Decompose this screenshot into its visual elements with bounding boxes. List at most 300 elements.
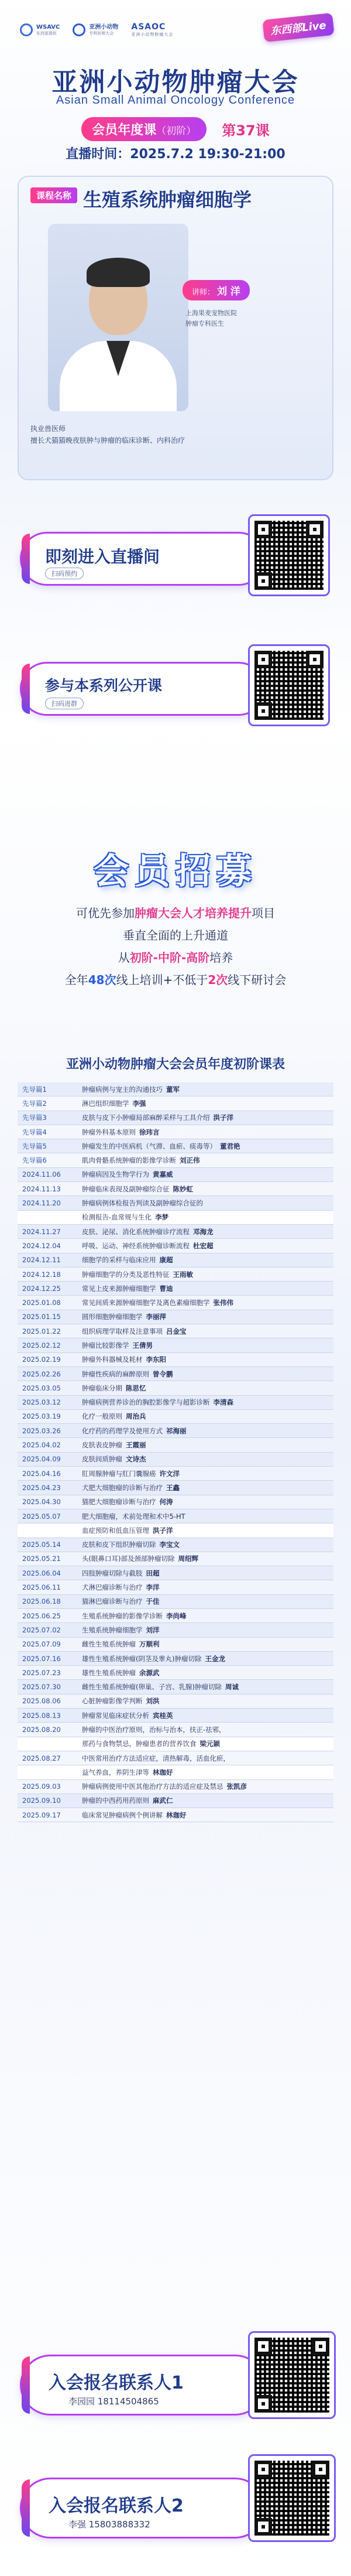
- row-date: 2025.06.18: [22, 1597, 61, 1606]
- row-topic: [82, 1469, 333, 1478]
- topic-text: 头(眼鼻口耳)部及颈部肿瘤切除: [82, 1555, 175, 1563]
- row-speaker: 李强: [132, 1099, 146, 1108]
- row-date: 2025.07.09: [22, 1640, 61, 1649]
- row-topic: [82, 1241, 333, 1251]
- topic-text: 化疗药的药理学及使用方式: [82, 1426, 163, 1435]
- table-row: [18, 1595, 333, 1609]
- row-date: 2025.04.02: [22, 1441, 61, 1450]
- row-date: 2025.01.08: [22, 1299, 61, 1307]
- row-topic: [82, 1184, 333, 1194]
- row-date: 2025.02.19: [22, 1355, 61, 1364]
- contact-pill[interactable]: [20, 2355, 266, 2416]
- row-topic: [82, 1768, 333, 1777]
- row-topic: [82, 1170, 333, 1179]
- row-speaker: 李尚峰: [166, 1611, 187, 1620]
- topic-text: 肿瘤的中医治疗原则，治标与治本，扶正-祛邪，: [82, 1726, 226, 1734]
- topic-text: 肿瘤病例使用中医其他治疗方法的适应症及禁忌: [82, 1782, 223, 1791]
- row-topic: [82, 1128, 333, 1137]
- row-speaker: 许文洋: [159, 1469, 180, 1478]
- topic-text: 肿瘤性疾病的麻醉原则: [82, 1369, 149, 1378]
- table-row: [18, 1296, 333, 1310]
- row-speaker: 曾令鹏: [153, 1369, 173, 1378]
- recruit-highlight: 肿瘤大会人才培养提升: [135, 906, 252, 920]
- table-row: [18, 1709, 333, 1723]
- table-row: [18, 1196, 333, 1210]
- row-topic: [82, 1270, 333, 1279]
- topic-text: 肿瘤临床表现及副肿瘤综合征: [82, 1184, 170, 1193]
- row-topic: [82, 1682, 333, 1692]
- table-row: [18, 1225, 333, 1239]
- enter-live-label: 即刻进入直播间: [45, 547, 160, 566]
- row-date: 2025.05.21: [22, 1555, 61, 1563]
- recruit-highlight: 初阶-中阶-高阶: [129, 951, 210, 965]
- row-date: 先导篇3: [22, 1113, 47, 1122]
- row-speaker: 张伟伟: [213, 1299, 233, 1307]
- table-row: [18, 1353, 333, 1367]
- contact-label: 入会报名联系人1: [49, 2373, 184, 2393]
- row-speaker: 刘洋: [146, 1625, 160, 1634]
- topic-text: 皮肤间质肿瘤: [82, 1455, 122, 1464]
- broadcast-value: 2025.7.2 19:30-21:00: [130, 147, 285, 162]
- row-speaker: 文诗杰: [126, 1455, 146, 1464]
- logo-bar: [20, 16, 333, 43]
- row-topic: [82, 1085, 333, 1094]
- row-speaker: 王霞丽: [126, 1441, 146, 1450]
- row-topic: [82, 1782, 333, 1791]
- table-row: [18, 1410, 333, 1424]
- row-speaker: 李洋: [146, 1583, 160, 1592]
- row-topic: [82, 1355, 333, 1364]
- topic-text: 雄性生殖系统肿瘤(阴茎及睾丸)肿瘤切除: [82, 1654, 202, 1663]
- table-row: [18, 1125, 333, 1139]
- table-row: [18, 1680, 333, 1694]
- cta-series[interactable]: [20, 644, 330, 732]
- recruit-highlight: 2次: [208, 973, 228, 987]
- logo-name: ASAOC: [131, 22, 166, 32]
- row-speaker: 李东阳: [146, 1355, 166, 1364]
- row-speaker: 何涛: [159, 1498, 173, 1506]
- row-speaker: 麻武仁: [153, 1796, 173, 1805]
- row-speaker: 黄嘉威: [153, 1170, 173, 1179]
- topic-text: 那药与食物禁忌，肿瘤患者的营养饮食: [82, 1740, 197, 1748]
- row-topic: [82, 1454, 333, 1464]
- topic-text: 犬肥大细胞瘤的诊断与治疗: [82, 1483, 163, 1492]
- topic-text: 益气养血，养阴生津等: [82, 1768, 149, 1776]
- row-speaker: 张凯彦: [226, 1782, 247, 1791]
- row-topic: [82, 1212, 333, 1222]
- row-topic: [82, 1156, 333, 1165]
- recruit-text: [0, 902, 351, 991]
- table-row: [18, 1096, 333, 1111]
- row-date: 2024.12.04: [22, 1241, 61, 1250]
- row-speaker: 梁元颖: [199, 1740, 220, 1748]
- row-date: 先导篇6: [22, 1156, 47, 1165]
- lecturer-photo: [48, 224, 188, 411]
- bio-line: 执业兽医师: [30, 425, 66, 433]
- table-row: [18, 1139, 333, 1153]
- row-topic: [82, 1654, 333, 1663]
- scan-hint: 扫码预约: [45, 568, 84, 579]
- row-topic: [82, 1696, 333, 1706]
- table-row: [18, 1396, 333, 1410]
- topic-text: 细胞学的采样与临床应用: [82, 1256, 156, 1265]
- row-speaker: 周治兵: [126, 1412, 146, 1421]
- row-date: 2025.07.02: [22, 1625, 61, 1634]
- table-row: [18, 1111, 333, 1125]
- row-speaker: 吕金宝: [166, 1327, 187, 1335]
- row-date: 2025.01.22: [22, 1327, 61, 1335]
- row-date: 2025.04.16: [22, 1469, 61, 1478]
- table-row: [18, 1182, 333, 1196]
- row-topic: [82, 1512, 333, 1521]
- row-speaker: 王雨敏: [173, 1270, 193, 1279]
- topic-text: 肿瘤临床分期: [82, 1383, 122, 1392]
- table-row: [18, 1168, 333, 1182]
- row-topic: [82, 1327, 333, 1336]
- cta-live[interactable]: [20, 514, 330, 602]
- topic-text: 化疗一般原则: [82, 1412, 122, 1421]
- topic-text: 肌肉骨骼系统肿瘤的影像学诊断: [82, 1156, 176, 1165]
- row-date: 2025.03.05: [22, 1383, 61, 1392]
- topic-text: 雌性生殖系统肿瘤: [82, 1640, 136, 1649]
- schedule-title: 亚洲小动物肿瘤大会会员年度初阶课表: [66, 1057, 285, 1072]
- row-speaker: 余源武: [139, 1668, 160, 1677]
- bio-line: 擅长犬猫猫晚夜肤肿与肿瘤的临床诊断、内科治疗: [30, 436, 185, 445]
- row-speaker: 洪子洋: [153, 1526, 173, 1535]
- table-row: [18, 1082, 333, 1096]
- topic-text: 猫淋巴瘤诊断与治疗: [82, 1597, 143, 1606]
- table-row: [18, 1253, 333, 1267]
- row-topic: [82, 1099, 333, 1108]
- row-topic: [82, 1739, 333, 1748]
- row-speaker: 董军: [166, 1085, 180, 1094]
- row-topic: [82, 1198, 333, 1208]
- table-row: [18, 1523, 333, 1538]
- row-speaker: 万顺利: [139, 1640, 160, 1649]
- row-speaker: 林珈好: [166, 1810, 187, 1819]
- row-date: 2025.06.04: [22, 1569, 61, 1577]
- row-topic: [82, 1639, 333, 1649]
- table-row: [18, 1367, 333, 1381]
- table-row: [18, 1794, 333, 1808]
- topic-text: 生殖系统肿瘤细胞学: [82, 1625, 143, 1634]
- topic-text: 肿瘤的中西药用药原则: [82, 1796, 149, 1805]
- english-subtitle: Asian Small Animal Oncology Conference: [56, 94, 295, 107]
- table-row: [18, 1467, 333, 1481]
- topic-text: 肿瘤细胞学的分类及恶性特征: [82, 1270, 170, 1279]
- row-speaker: 田超: [146, 1569, 160, 1577]
- topic-text: 中医常用治疗方法适应症，清热解毒，活血化瘀，: [82, 1754, 230, 1762]
- row-date: 2025.02.12: [22, 1341, 61, 1350]
- row-speaker: 曹迪: [159, 1284, 173, 1293]
- row-topic: [82, 1383, 333, 1393]
- topic-text: 常见间质来源肿瘤细胞学及离色素瘤细胞学: [82, 1299, 210, 1307]
- row-speaker: 陈思忆: [126, 1383, 146, 1392]
- row-date: 2025.04.30: [22, 1498, 61, 1506]
- topic-text: 肿瘤比较影像学: [82, 1341, 129, 1350]
- table-row: [18, 1694, 333, 1709]
- course-tag: 课程名称: [30, 187, 77, 203]
- row-speaker: 王倩男: [132, 1341, 153, 1350]
- contact-card-1[interactable]: [20, 2331, 336, 2431]
- row-date: 2024.12.11: [22, 1256, 61, 1265]
- topic-text: 肿瘤病例与宠主的沟通技巧: [82, 1085, 163, 1094]
- row-topic: [82, 1483, 333, 1492]
- row-date: 2025.09.17: [22, 1810, 61, 1819]
- row-topic: [82, 1298, 333, 1307]
- row-topic: [82, 1754, 333, 1763]
- row-date: 2025.08.20: [22, 1726, 61, 1734]
- row-speaker: 林珈好: [153, 1768, 173, 1776]
- table-row: [18, 1609, 333, 1623]
- row-date: 2025.09.10: [22, 1796, 61, 1805]
- row-speaker: 李清森: [213, 1398, 233, 1407]
- table-row: [18, 1424, 333, 1438]
- row-date: 2025.07.23: [22, 1668, 61, 1677]
- member-level: （初阶）: [156, 125, 197, 137]
- table-row: [18, 1552, 333, 1566]
- topic-text: 犬淋巴瘤诊断与治疗: [82, 1583, 143, 1592]
- topic-text: 肿瘤病例体检报告判读及副肿瘤综合征的: [82, 1199, 203, 1208]
- recruit-text-part: 全年: [64, 973, 88, 987]
- recruit-line: 垂直全面的上升通道: [123, 928, 228, 942]
- row-date: 2025.03.19: [22, 1412, 61, 1421]
- contact-phone: 李园园 18114504865: [68, 2396, 159, 2407]
- row-topic: [82, 1255, 333, 1265]
- wsavc-logo-icon: [20, 23, 33, 36]
- topic-text: 肥大细胞瘤，术前处理和术中5-HT: [82, 1512, 185, 1521]
- row-topic: [82, 1597, 333, 1606]
- table-row: [18, 1623, 333, 1637]
- row-speaker: 刘正伟: [180, 1156, 200, 1165]
- topic-text: 猫肥大细胞瘤诊断与治疗: [82, 1498, 156, 1506]
- row-date: 2024.11.13: [22, 1184, 61, 1193]
- topic-text: 心脏肿瘤影像学判断: [82, 1697, 143, 1706]
- contact-qr-code-icon[interactable]: [248, 2331, 336, 2419]
- row-date: 2025.08.27: [22, 1754, 61, 1762]
- table-row: [18, 1495, 333, 1509]
- topic-text: 肿瘤病例营养诊治的胸腔影像学与超影诊断: [82, 1398, 210, 1407]
- row-date: 2025.03.12: [22, 1398, 61, 1407]
- row-speaker: 周诚: [225, 1683, 239, 1692]
- join-series-label: 参与本系列公开课: [45, 677, 163, 694]
- recruit-title: 会员招募: [94, 851, 257, 892]
- row-topic: [82, 1440, 333, 1450]
- table-row: [18, 1780, 333, 1794]
- table-row: [18, 1666, 333, 1680]
- contact-card-2[interactable]: [20, 2454, 336, 2554]
- row-date: 先导篇1: [22, 1085, 47, 1094]
- row-speaker: 王金龙: [205, 1654, 225, 1663]
- row-date: 2025.05.07: [22, 1512, 61, 1521]
- table-row: [18, 1723, 333, 1737]
- logo-name: WSAVC: [36, 23, 60, 30]
- row-speaker: 祁海丽: [166, 1426, 187, 1435]
- live-badge: 东西部Live: [263, 13, 335, 42]
- live-qr-code-icon[interactable]: [248, 514, 330, 596]
- row-topic: [82, 1113, 333, 1122]
- table-row: [18, 1239, 333, 1253]
- table-row: [18, 1509, 333, 1523]
- logo-wsavc: [20, 23, 60, 36]
- row-date: 先导篇5: [22, 1142, 47, 1150]
- table-row: [18, 1638, 333, 1652]
- table-row: [18, 1381, 333, 1395]
- table-row: [18, 1737, 333, 1751]
- row-date: 2025.02.26: [22, 1369, 61, 1378]
- table-row: [18, 1453, 333, 1467]
- topic-text: 圆形细胞肿瘤细胞学: [82, 1313, 143, 1321]
- member-pill: [81, 117, 207, 141]
- table-row: [18, 1580, 333, 1594]
- topic-text: 肿瘤发生的中医病机（气滞、血瘀、痰毒等）: [82, 1142, 216, 1150]
- contact-pill[interactable]: [20, 2478, 266, 2539]
- table-row: [18, 1310, 333, 1324]
- row-date: 2024.11.27: [22, 1227, 61, 1236]
- row-date: 2025.04.23: [22, 1483, 61, 1492]
- row-speaker: 李宝文: [159, 1540, 180, 1549]
- row-topic: [82, 1668, 333, 1678]
- row-date: 2025.08.06: [22, 1697, 61, 1706]
- asac-logo-icon: [73, 23, 85, 36]
- lecturer-name: 刘 洋: [217, 286, 240, 298]
- topic-text: 皮肤、泌尿、消化系统肿瘤诊疗流程: [82, 1227, 190, 1236]
- row-speaker: 徐玮言: [139, 1128, 160, 1136]
- row-topic: [82, 1412, 333, 1421]
- table-row: [18, 1566, 333, 1580]
- topic-text: 皮肤与皮下小肿瘤局部麻醉采样与工具介绍: [82, 1113, 210, 1122]
- lecturer-prefix: 讲师：: [192, 288, 215, 297]
- page-title: 亚洲小动物肿瘤大会: [51, 67, 300, 97]
- row-date: 先导篇2: [22, 1099, 47, 1108]
- row-speaker: 周绍辉: [178, 1555, 198, 1563]
- course-card: [18, 176, 333, 480]
- recruit-text-part: 线上培训+不低于: [116, 973, 208, 987]
- row-speaker: 王鑫: [166, 1483, 180, 1492]
- schedule-table: [18, 1082, 333, 1822]
- row-date: 2025.03.26: [22, 1426, 61, 1435]
- topic-text: 皮肤和皮下组织肿瘤切除: [82, 1540, 156, 1549]
- topic-text: 皮肤表皮肿瘤: [82, 1441, 122, 1450]
- table-row: [18, 1211, 333, 1225]
- contact-phone: 李强 15803888332: [68, 2519, 150, 2530]
- row-date: 2025.06.25: [22, 1611, 61, 1620]
- row-date: 2025.01.15: [22, 1313, 61, 1321]
- recruit-text-part: 可优先参加: [76, 906, 135, 920]
- scan-hint: 扫码进群: [45, 698, 84, 709]
- row-date: 2025.07.16: [22, 1654, 61, 1663]
- topic-text: 肿瘤病因及生物学行为: [82, 1170, 149, 1179]
- table-row: [18, 1282, 333, 1296]
- row-topic: [82, 1725, 333, 1734]
- table-row: [18, 1438, 333, 1452]
- row-speaker: 康超: [159, 1256, 173, 1265]
- contact-label: 入会报名联系人2: [49, 2496, 184, 2516]
- topic-text: 常见上皮来源肿瘤细胞学: [82, 1284, 156, 1293]
- lecturer-hospital: 上海果麦宠物医院: [185, 309, 237, 317]
- table-row: [18, 1652, 333, 1666]
- row-speaker: 洪子洋: [213, 1113, 233, 1122]
- lecturer-department: 肿瘤专科医生: [185, 319, 224, 327]
- row-speaker: 邓海龙: [193, 1227, 214, 1236]
- topic-text: 血症预防和低血压管理: [82, 1526, 149, 1535]
- table-row: [18, 1481, 333, 1495]
- logo-name: 亚洲小动物: [89, 23, 119, 30]
- row-speaker: 宾桂英: [153, 1711, 173, 1720]
- topic-text: 淋巴组织细胞学: [82, 1099, 129, 1108]
- join-series-button[interactable]: [20, 662, 266, 716]
- row-speaker: 刘洪: [146, 1697, 160, 1706]
- topic-text: 呼吸、运动、神经系统肿瘤诊断流程: [82, 1241, 190, 1250]
- row-speaker: 于佳: [146, 1597, 160, 1606]
- broadcast-label: 直播时间：: [66, 147, 130, 162]
- table-row: [18, 1765, 333, 1779]
- recruit-text-part: 线下研讨会: [228, 973, 287, 987]
- topic-text: 肛周腺肿瘤与肛门囊腺癌: [82, 1469, 156, 1478]
- row-date: 2024.11.20: [22, 1199, 61, 1208]
- topic-text: 组织病理学取样及注意事项: [82, 1327, 163, 1335]
- contact-qr-code-icon[interactable]: [248, 2454, 336, 2542]
- row-topic: [82, 1369, 333, 1379]
- logo-sub: 东西部兽医: [36, 30, 57, 36]
- row-date: 2025.08.13: [22, 1711, 61, 1720]
- member-label: 会员年度课: [92, 123, 157, 138]
- row-topic: [82, 1497, 333, 1506]
- lecturer-bio: [30, 423, 321, 447]
- series-qr-code-icon[interactable]: [248, 644, 330, 726]
- recruit-text-part: 项目: [252, 906, 275, 920]
- row-date: 先导篇4: [22, 1128, 47, 1136]
- row-date: 2025.07.30: [22, 1683, 61, 1692]
- row-speaker: 董君艳: [220, 1142, 240, 1150]
- topic-text: 临床常见肿瘤病例个例讲解: [82, 1810, 163, 1819]
- row-topic: [82, 1312, 333, 1321]
- row-topic: [82, 1540, 333, 1549]
- recruit-text-part: 培养: [209, 951, 233, 965]
- recruit-text-part: 从: [118, 951, 130, 965]
- topic-text: 雄性生殖系统肿瘤: [82, 1668, 136, 1677]
- row-topic: [82, 1569, 333, 1578]
- row-date: 2025.09.03: [22, 1782, 61, 1791]
- row-topic: [82, 1711, 333, 1720]
- topic-text: 生殖系统肿瘤的影像学诊断: [82, 1611, 163, 1620]
- row-topic: [82, 1625, 333, 1635]
- topic-text: 肿瘤外科器械及耗材: [82, 1355, 143, 1364]
- row-topic: [82, 1341, 333, 1350]
- row-date: 2024.12.18: [22, 1270, 61, 1279]
- table-row: [18, 1153, 333, 1167]
- topic-text: 肿瘤外科基本原则: [82, 1128, 136, 1136]
- row-speaker: 陈妙虹: [173, 1184, 193, 1193]
- logo-asaoc: [131, 22, 173, 37]
- row-topic: [82, 1810, 333, 1820]
- table-row: [18, 1808, 333, 1822]
- row-topic: [82, 1426, 333, 1436]
- enter-live-button[interactable]: [20, 532, 266, 586]
- row-date: 2025.04.09: [22, 1455, 61, 1464]
- course-name: 生殖系统肿瘤细胞学: [83, 189, 252, 211]
- row-date: 2024.12.25: [22, 1284, 61, 1293]
- row-speaker: 李丽萍: [146, 1313, 166, 1321]
- recruit-highlight: 48次: [88, 973, 116, 987]
- table-row: [18, 1538, 333, 1552]
- table-row: [18, 1324, 333, 1338]
- row-topic: [82, 1796, 333, 1805]
- row-topic: [82, 1398, 333, 1407]
- table-row: [18, 1751, 333, 1765]
- row-topic: [82, 1611, 333, 1621]
- row-topic: [82, 1142, 333, 1151]
